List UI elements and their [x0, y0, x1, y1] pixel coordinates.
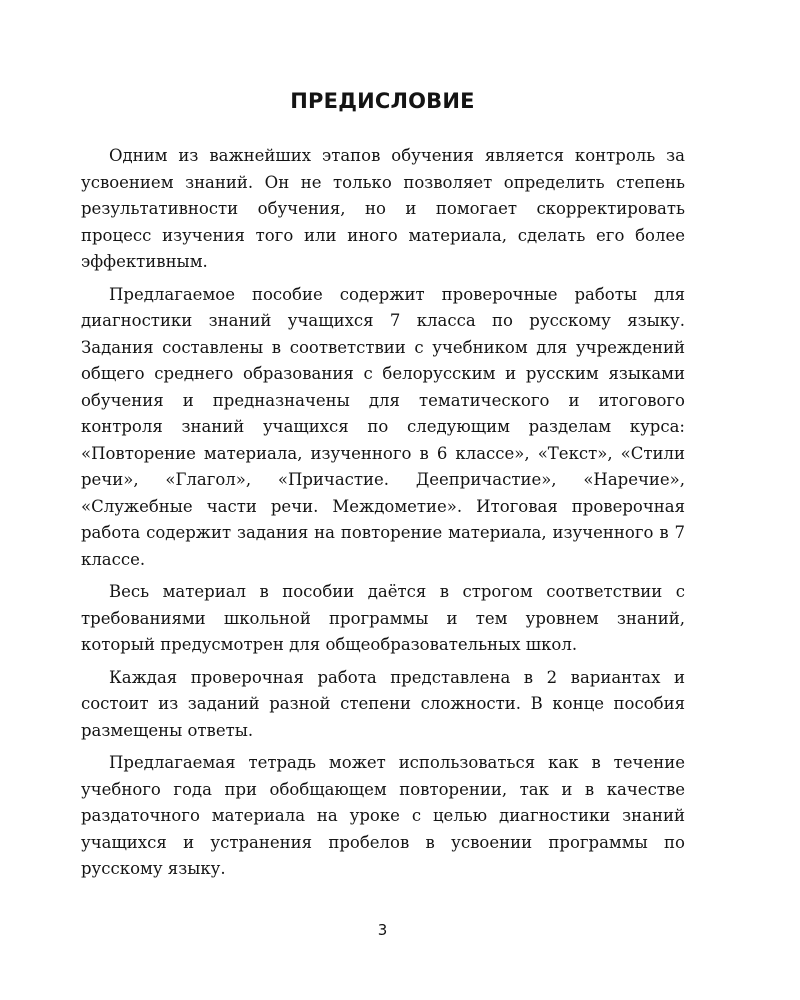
paragraph-3: Весь материал в пособии даётся в строгом соответствии с требованиями школьной программы и тем уровнем знаний, который предусмотрен для общеобразовательных школ.	[81, 582, 685, 654]
paragraph-1: Одним из важнейших этапов обучения является контроль за усвоением знаний. Он не только позволяет определить степень результативности обучения, но и помогает скорректировать процесс изучения того или иного материала, сделать его более эффективным.	[81, 146, 685, 271]
paragraph-4: Каждая проверочная работа представлена в 2 вариантах и состоит из заданий разной степени сложности. В конце пособия размещены ответы.	[81, 667, 685, 740]
paragraph-2: Предлагаемое пособие содержит проверочные работы для диагностики знаний учащихся 7 класса по русскому языку. Задания составлены в соответствии с учебником для учреждений общего среднего образования с белорусским и русским языками обучения и предназначены для тематического и итогового контроля знаний учащихся по следующим разделам курса: «Повторение материала, изученного в 6 классе», «Текст», «Стили речи», «Глагол», «Причастие. Деепричастие», «Наречие», «Служебные части речи. Междометие». Итоговая проверочная работа содержит задания на повторение материала, изученного в 7 классе.	[81, 284, 685, 569]
page-title: ПРЕДИСЛОВИЕ	[290, 89, 475, 113]
page-number: 3	[377, 921, 388, 939]
preface-body	[81, 143, 685, 889]
paragraph-5: Предлагаемая тетрадь может использоваться как в течение учебного года при обобщающем повторении, так и в качестве раздаточного материала на уроке с целью диагностики знаний учащихся и устранения пробелов в усвоении программы по русскому языку.	[81, 753, 685, 878]
